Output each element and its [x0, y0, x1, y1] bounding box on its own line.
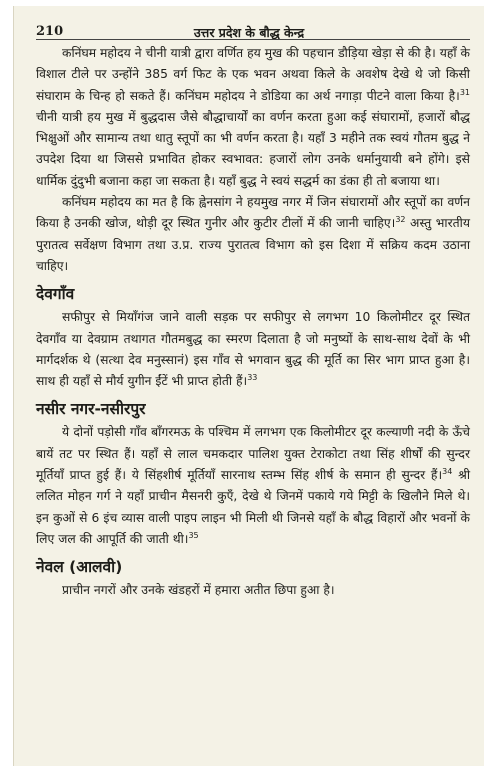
section-heading-neval: नेवल (आलवी) — [36, 558, 123, 577]
paragraph-neval: प्राचीन नगरों और उनके खंडहरों में हमारा अतीत छिपा हुआ है। — [62, 583, 335, 598]
section-heading-devgaon: देवगाँव — [36, 285, 75, 304]
header-rule — [36, 39, 470, 40]
paragraph-haymukh: कनिंघम महोदय ने चीनी यात्री द्वारा वर्णित हय मुख की पहचान डौड़िया खेड़ा से की है। यहाँ के विशाल टीले पर उन्होंने 385 वर्ग फिट के एक भवन अथवा किले के अवशेष देखे थे जो किसी संघाराम के चिन्ह हो सकते हैं। कनिंघम महोदय ने डोडिया का अर्थ नगाड़ा पीटने वाला किया है।$^{31}$ चीनी यात्री हय मुख में बुद्धदास जैसे बौद्धाचार्यों का वर्णन करता हुआ कई संघारामों, हजारों बौद्ध भिक्षुओं और सामान्य तथा धातु स्तूपों का भी वर्णन करता है। यहाँ 3 महीने तक स्वयं गौतम बुद्ध ने उपदेश दिया था जिससे प्रभावित होकर स्वभावत: हजारों लोग उनके धर्मानुयायी बने होंगे। इसे धार्मिक दुंदुभी बजाना कहा जा सकता है। यहाँ बुद्ध ने स्वयं सद्धर्म का डंका ही तो बजाया था। — [36, 46, 470, 188]
footnote-ref: 33 — [247, 373, 258, 383]
running-title: उत्तर प्रदेश के बौद्ध केन्द्र — [193, 25, 305, 40]
paragraph-nasirnagar: ये दोनों पड़ोसी गाँव बाँगरमऊ के पश्चिम में लगभग एक किलोमीटर दूर कल्याणी नदी के ऊँचे बायें तट पर स्थित हैं। यहाँ से लाल चमकदार पालिश युक्त टेराकोटा तथा सिंह शीर्षों की सुन्दर मूर्तियाँ प्राप्त हुई हैं। ये सिंहशीर्ष मूर्तियाँ सारनाथ स्तम्भ सिंह शीर्ष के समान ही सुन्दर हैं।$^{34}$ श्री ललित मोहन गर्ग ने यहाँ प्राचीन मैसनरी कुएँ, देखे थे जिनमें पकाये गये मिट्टी के खिलौने मिले थे। इन कुओं से 6 इंच व्यास वाली पाइप लाइन भी मिली थी जिनसे यहाँ के बौद्ध विहारों और भवनों के लिए जल की आपूर्ति की जाती थी।$^{35}$ — [36, 425, 470, 546]
footnote-ref: 31 — [459, 87, 470, 97]
page-number: 210 — [36, 24, 64, 39]
footnote-ref: 35 — [188, 530, 199, 540]
paragraph-devgaon: सफीपुर से मियाँगंज जाने वाली सड़क पर सफीपुर से लगभग 10 किलोमीटर दूर स्थित देवगाँव या देवग्राम तथागत गौतमबुद्ध का स्मरण दिलाता है जो मनुष्यों के साथ-साथ देवों के भी मार्गदर्शक थे (सत्था देव मनुस्सानं) इस गाँव से भगवान बुद्ध की मूर्ति का सिर भाग प्राप्त हुआ है। साथ ही यहाँ से मौर्य युगीन ईंटें भी प्राप्त होती हैं।$^{33}$ — [36, 310, 470, 389]
section-heading-nasirnagar: नसीर नगर-नसीरपुर — [36, 400, 146, 419]
page-body — [36, 43, 470, 602]
paragraph-cunningham: कनिंघम महोदय का मत है कि ह्वेनसांग ने हयमुख नगर में जिन संघारामों और स्तूपों का वर्णन किया है उनकी खोज, थोड़ी दूर स्थित गुनीर और कुटीर टीलों में की जानी चाहिए।$^{32}$ अस्तु भारतीय पुरातत्व सर्वेक्षण विभाग तथा उ.प्र. राज्य पुरातत्व विभाग को इस दिशा में सक्रिय कदम उठाना चाहिए। — [36, 195, 471, 273]
footnote-ref: 32 — [395, 215, 406, 225]
book-page — [13, 6, 484, 766]
page-header — [14, 16, 484, 40]
footnote-ref: 34 — [442, 466, 453, 476]
